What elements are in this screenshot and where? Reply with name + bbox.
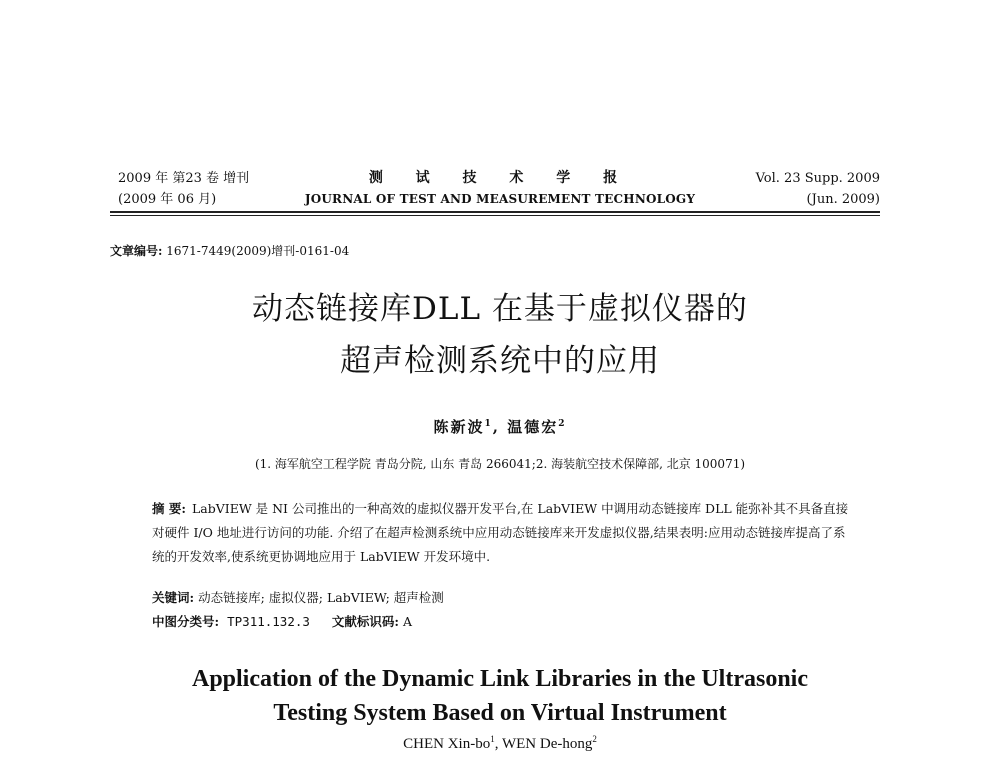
authors-cn bbox=[0, 416, 1000, 437]
classification-value: TP311.132.3 bbox=[227, 614, 310, 629]
author-en-2: WEN De-hong bbox=[501, 736, 593, 752]
author-en-2-affil: 2 bbox=[592, 734, 597, 744]
issue-info bbox=[118, 168, 249, 210]
volume-line-1: Vol. 23 Supp. 2009 bbox=[755, 171, 880, 186]
author-en-1: CHEN Xin-bo bbox=[403, 736, 491, 752]
doc-code-label: 文献标识码: bbox=[331, 614, 400, 629]
header-rule-thick bbox=[110, 211, 880, 213]
author-cn-1: 陈新波 bbox=[433, 418, 485, 436]
abstract-label: 摘 要: bbox=[152, 501, 186, 516]
volume-info bbox=[756, 168, 880, 210]
journal-name-cn: 测 试 技 术 学 报 bbox=[368, 170, 632, 186]
affiliation: (1. 海军航空工程学院 青岛分院, 山东 青岛 266041;2. 海装航空技术保障部, 北京 100071) bbox=[254, 457, 746, 471]
journal-header bbox=[110, 168, 880, 216]
classification-label: 中图分类号: bbox=[152, 614, 220, 629]
doc-code-value: A bbox=[403, 614, 413, 629]
issue-line-2: (2009 年 06 月) bbox=[118, 192, 217, 207]
title-en bbox=[0, 662, 1000, 730]
journal-name bbox=[290, 168, 710, 210]
author-separator: , bbox=[492, 418, 508, 436]
article-number-value: 1671-7449(2009)增刊-0161-04 bbox=[166, 244, 350, 258]
author-en-1-affil: 1 bbox=[490, 734, 495, 744]
volume-line-2: (Jun. 2009) bbox=[806, 192, 880, 207]
author-en-separator: , bbox=[494, 736, 502, 752]
author-cn-2: 温德宏 bbox=[507, 418, 559, 436]
title-en-line-1: Application of the Dynamic Link Libraries in the Ultrasonic bbox=[191, 666, 809, 692]
keywords-text: 动态链接库; 虚拟仪器; LabVIEW; 超声检测 bbox=[198, 590, 444, 605]
title-en-line-2: Testing System Based on Virtual Instrument bbox=[273, 700, 727, 726]
keywords-label: 关键词: bbox=[152, 590, 195, 605]
title-cn bbox=[0, 283, 1000, 387]
journal-name-en: JOURNAL OF TEST AND MEASUREMENT TECHNOLOGY bbox=[304, 192, 696, 206]
keywords bbox=[152, 586, 444, 610]
issue-line-1: 2009 年 第23 卷 增刊 bbox=[118, 171, 250, 186]
classification bbox=[152, 610, 412, 634]
authors-en bbox=[0, 734, 1000, 753]
title-cn-line-2: 超声检测系统中的应用 bbox=[340, 343, 660, 379]
article-number-label: 文章编号: bbox=[110, 244, 163, 258]
author-cn-2-affil: 2 bbox=[558, 419, 567, 429]
article-number bbox=[110, 242, 349, 259]
title-cn-line-1: 动态链接库DLL 在基于虚拟仪器的 bbox=[252, 291, 748, 327]
abstract bbox=[152, 497, 852, 569]
abstract-text: LabVIEW 是 NI 公司推出的一种高效的虚拟仪器开发平台,在 LabVIEW 中调用动态链接库 DLL 能弥补其不具备直接对硬件 I/O 地址进行访问的功能. 介绍了在超声检测系统中应用动态链接库来开发虚拟仪器,结果表明:应用动态链接库提高了系统的开发效率,使系统更协调地应用于 LabVIEW 开发环境中. bbox=[152, 501, 849, 564]
header-rule-thin bbox=[110, 215, 880, 216]
author-cn-1-affil: 1 bbox=[484, 419, 493, 429]
